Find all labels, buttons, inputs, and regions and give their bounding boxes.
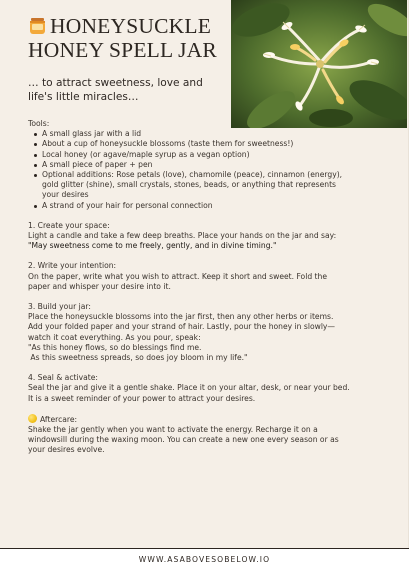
page-title (28, 14, 228, 62)
step-3-quote-1: "As this honey flows, so do blessings find me. (28, 342, 202, 352)
footer-divider (0, 548, 409, 549)
step-4-heading: 4. Seal & activate: (28, 373, 98, 383)
step-2-text: On the paper, write what you wish to attract. Keep it short and sweet. Fold the paper and whisper your desire into it. (28, 271, 328, 291)
subtitle: … to attract sweetness, love and life's little miracles… (28, 77, 203, 103)
step-4-text: Seal the jar and give it a gentle shake. Place it on your altar, desk, or near your bed. It is a sweet reminder of your power to attract your desires. (28, 383, 350, 403)
step-1-quote: "May sweetness come to me freely, gently, and in divine timing." (28, 241, 277, 251)
list-item: A strand of your hair for personal connection (33, 201, 350, 211)
spell-instructions (28, 119, 350, 456)
footer-website: WWW.ASABOVESOBELOW.IO (138, 555, 271, 564)
step-3-quote-2: As this sweetness spreads, so does joy bloom in my life." (28, 353, 248, 363)
sun-icon (28, 414, 37, 423)
list-item: A small glass jar with a lid (33, 129, 350, 139)
honeysuckle-photo (231, 0, 407, 128)
step-1-text: Light a candle and take a few deep breaths. Place your hands on the jar and say: (28, 231, 337, 241)
aftercare-text: Shake the jar gently when you want to activate the energy. Recharge it on a windowsill during the waxing moon. You can create a new one every season or as your desires evolve. (28, 425, 339, 455)
title-line-1: HONEYSUCKLE (50, 14, 212, 38)
list-item: Optional additions: Rose petals (love), chamomile (peace), cinnamon (energy), gold glitter (shine), small crystals, stones, beads, or anything that represents your desires (33, 170, 350, 201)
tools-heading: Tools: (28, 119, 50, 128)
step-1-heading: 1. Create your space: (28, 220, 110, 230)
list-item: Local honey (or agave/maple syrup as a vegan option) (33, 150, 350, 160)
step-2-heading: 2. Write your intention: (28, 261, 117, 271)
step-3-heading: 3. Build your jar: (28, 302, 91, 312)
aftercare-heading: Aftercare: (40, 414, 78, 424)
tools-list (33, 129, 350, 211)
step-3-text: Place the honeysuckle blossoms into the jar first, then any other herbs or items. Add your folded paper and your strand of hair. Lastly, pour the honey in slowly—watch it coat everything. As you pour, speak: (28, 312, 336, 342)
honey-jar-icon (28, 16, 47, 34)
list-item: A small piece of paper + pen (33, 160, 350, 170)
title-line-2: HONEY SPELL JAR (28, 38, 217, 62)
list-item: About a cup of honeysuckle blossoms (taste them for sweetness!) (33, 139, 350, 149)
